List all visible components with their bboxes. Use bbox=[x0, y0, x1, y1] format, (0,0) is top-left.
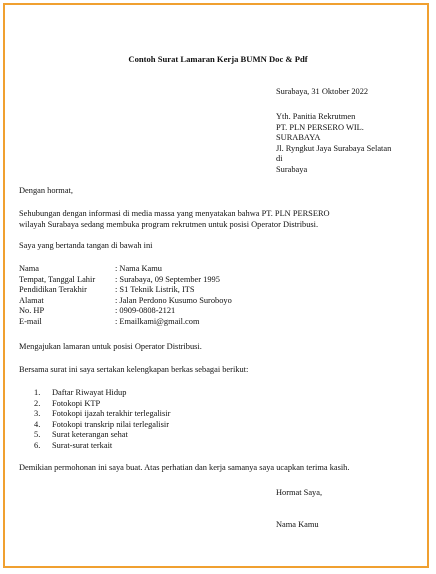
list-number: 6. bbox=[34, 440, 41, 450]
identity-value: : Surabaya, 09 September 1995 bbox=[115, 274, 220, 284]
list-item bbox=[34, 388, 170, 399]
list-number: 2. bbox=[34, 398, 41, 408]
recipient-line: Yth. Panitia Rekrutmen bbox=[276, 112, 356, 121]
list-item bbox=[34, 409, 170, 420]
signed-below-text: Saya yang bertanda tangan di bawah ini bbox=[19, 241, 153, 250]
recipient-line: Surabaya bbox=[276, 164, 308, 174]
list-text: Surat-surat terkait bbox=[52, 440, 113, 450]
identity-value: : S1 Teknik Listrik, ITS bbox=[115, 285, 195, 295]
intro-line: Sehubungan dengan informasi di media massa yang menyatakan bahwa PT. PLN PERSERO bbox=[19, 209, 330, 218]
identity-label: Nama bbox=[19, 264, 39, 273]
identity-label: Tempat, Tanggal Lahir bbox=[19, 274, 96, 284]
list-text: Daftar Riwayat Hidup bbox=[52, 388, 127, 397]
list-number: 5. bbox=[34, 430, 41, 440]
list-text: Fotokopi KTP bbox=[52, 398, 101, 408]
identity-label: No. HP bbox=[19, 306, 45, 316]
attachments-intro: Bersama surat ini saya sertakan kelengkapan berkas sebagai berikut: bbox=[19, 365, 249, 374]
list-item bbox=[34, 441, 170, 452]
attachments-list bbox=[34, 388, 170, 452]
list-number: 3. bbox=[34, 409, 41, 419]
identity-row bbox=[19, 275, 232, 286]
identity-label: Pendidikan Terakhir bbox=[19, 285, 87, 295]
list-number: 1. bbox=[34, 388, 41, 397]
identity-value: : Emailkami@gmail.com bbox=[115, 316, 200, 326]
identity-label: Alamat bbox=[19, 295, 44, 305]
list-text: Fotokopi ijazah terakhir terlegalisir bbox=[52, 409, 171, 419]
letter-title: Contoh Surat Lamaran Kerja BUMN Doc & Pdf bbox=[128, 54, 308, 64]
identity-value: : Jalan Perdono Kusumo Suroboyo bbox=[115, 295, 232, 305]
identity-row bbox=[19, 285, 232, 296]
letter-date: Surabaya, 31 Oktober 2022 bbox=[276, 87, 369, 96]
intro-paragraph bbox=[19, 209, 330, 230]
identity-value: : Nama Kamu bbox=[115, 264, 162, 273]
identity-row bbox=[19, 264, 232, 275]
list-item bbox=[34, 430, 170, 441]
identity-row bbox=[19, 317, 232, 328]
recipient-line: SURABAYA bbox=[276, 133, 321, 143]
list-number: 4. bbox=[34, 419, 41, 429]
salutation: Dengan hormat, bbox=[19, 186, 73, 195]
regards-text: Hormat Saya, bbox=[276, 488, 323, 497]
signer-name: Nama Kamu bbox=[276, 520, 319, 529]
identity-label: E-mail bbox=[19, 316, 42, 326]
list-item bbox=[34, 399, 170, 410]
application-statement: Mengajukan lamaran untuk posisi Operator Distribusi. bbox=[19, 342, 202, 351]
recipient-address bbox=[276, 112, 391, 176]
recipient-line: Jl. Ryngkut Jaya Surabaya Selatan bbox=[276, 143, 392, 153]
list-item bbox=[34, 420, 170, 431]
identity-table bbox=[19, 264, 232, 328]
identity-row bbox=[19, 306, 232, 317]
intro-line: wilayah Surabaya sedang membuka program rekrutmen untuk posisi Operator Distribusi. bbox=[19, 219, 319, 229]
recipient-line: di bbox=[276, 154, 283, 164]
recipient-line: PT. PLN PERSERO WIL. bbox=[276, 122, 364, 132]
list-text: Surat keterangan sehat bbox=[52, 430, 128, 440]
identity-row bbox=[19, 296, 232, 307]
closing-paragraph: Demikian permohonan ini saya buat. Atas perhatian dan kerja samanya saya ucapkan terima kasih. bbox=[19, 463, 350, 472]
list-text: Fotokopi transkrip nilai terlegalisir bbox=[52, 419, 169, 429]
identity-value: : 0909-0808-2121 bbox=[115, 306, 176, 316]
